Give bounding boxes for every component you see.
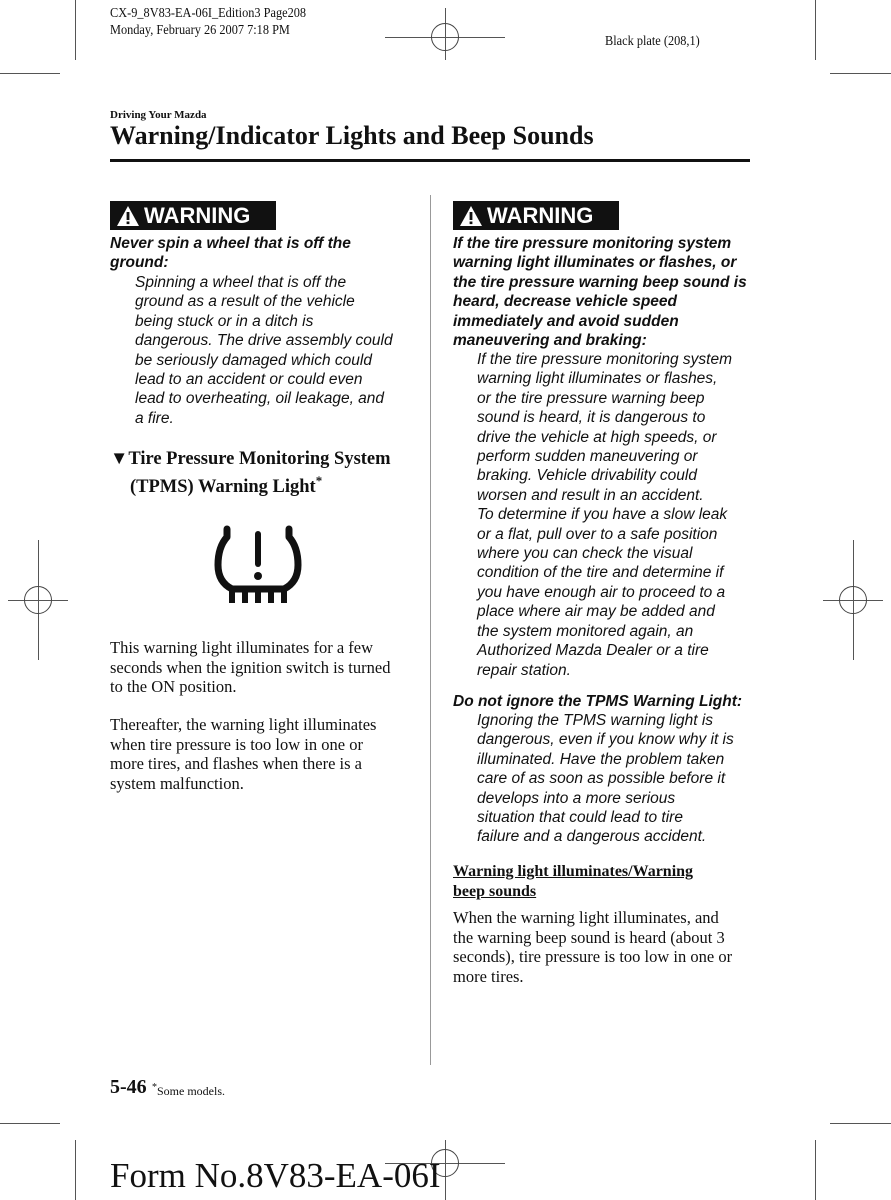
text-line: This warning light illuminates for a few bbox=[110, 638, 374, 657]
text-line: warning light illuminates or flashes, bbox=[477, 370, 718, 388]
text-line: worsen and result in an accident. bbox=[477, 486, 704, 504]
warning-heading bbox=[453, 234, 747, 350]
text-line: repair station. bbox=[477, 661, 571, 679]
text-line: when tire pressure is too low in one or bbox=[110, 734, 363, 754]
page-number: 5-46 bbox=[110, 1076, 147, 1098]
tpms-heading-line: (TPMS) Warning Light bbox=[130, 477, 316, 498]
text-line: being stuck or in a ditch is bbox=[135, 312, 314, 330]
text-line: dangerous. The drive assembly could bbox=[135, 332, 393, 350]
text-line: heard, decrease vehicle speed bbox=[453, 293, 678, 311]
tpms-paragraph bbox=[110, 715, 376, 793]
text-line: Warning light illuminates/Warning bbox=[453, 863, 694, 880]
crop-mark bbox=[0, 73, 60, 74]
text-line: a fire. bbox=[135, 409, 174, 427]
print-header-date: Monday, February 26 2007 7:18 PM bbox=[110, 23, 290, 38]
text-line: or the tire pressure warning beep bbox=[477, 389, 705, 407]
text-line: Do not ignore the TPMS Warning Light: bbox=[453, 693, 743, 710]
text-line: more tires, and flashes when there is a bbox=[110, 754, 362, 773]
text-line: perform sudden maneuvering or bbox=[477, 448, 698, 466]
text-line: illuminated. Have the problem taken bbox=[477, 750, 725, 768]
text-line: the system monitored again, an bbox=[477, 622, 694, 640]
crop-mark bbox=[830, 73, 891, 74]
registration-circle bbox=[24, 586, 52, 614]
text-line: braking. Vehicle drivability could bbox=[477, 467, 697, 485]
text-line: seconds), tire pressure is too low in one or bbox=[453, 947, 733, 966]
warning-triangle-icon bbox=[459, 205, 483, 227]
text-line: lead to an accident or could even bbox=[135, 371, 363, 389]
warning-label: WARNING bbox=[144, 203, 251, 228]
crop-mark bbox=[830, 1123, 891, 1124]
text-line: Authorized Mazda Dealer or a tire bbox=[477, 642, 709, 660]
text-line: drive the vehicle at high speeds, or bbox=[477, 428, 717, 446]
warning-badge bbox=[110, 201, 276, 230]
crop-mark bbox=[815, 0, 816, 60]
print-header-file: CX-9_8V83-EA-06I_Edition3 Page208 bbox=[110, 6, 307, 21]
text-line: care of as soon as possible before it bbox=[477, 770, 726, 788]
text-line: the tire pressure warning beep sound is bbox=[453, 273, 747, 291]
warning-triangle-icon bbox=[116, 205, 140, 227]
asterisk: * bbox=[315, 473, 323, 488]
warning-heading bbox=[110, 234, 351, 273]
warning-body bbox=[477, 350, 732, 680]
text-line: Never spin a wheel that is off the bbox=[110, 235, 351, 252]
text-line: be seriously damaged which could bbox=[135, 351, 372, 369]
text-line: or a flat, pull over to a safe position bbox=[477, 525, 718, 543]
text-line: To determine if you have a slow leak bbox=[477, 506, 728, 524]
column-divider bbox=[430, 195, 431, 1065]
asterisk: * bbox=[152, 1082, 157, 1093]
text-line: lead to overheating, oil leakage, and bbox=[135, 390, 385, 408]
warning-badge bbox=[453, 201, 619, 230]
text-line: situation that could lead to tire bbox=[477, 809, 683, 827]
form-number: Form No.8V83-EA-06I bbox=[110, 1156, 441, 1195]
text-line: more tires. bbox=[453, 966, 524, 986]
subsection-heading bbox=[453, 862, 693, 901]
text-line: When the warning light illuminates, and bbox=[453, 908, 719, 927]
text-line: Thereafter, the warning light illuminates bbox=[110, 715, 377, 734]
tpms-paragraph bbox=[110, 638, 390, 697]
print-header bbox=[110, 5, 306, 39]
ignore-body bbox=[477, 711, 734, 847]
text-line: dangerous, even if you know why it is bbox=[477, 731, 734, 749]
text-line: ground as a result of the vehicle bbox=[135, 293, 355, 311]
ignore-heading bbox=[453, 692, 742, 711]
text-line: immediately and avoid sudden bbox=[453, 312, 679, 330]
text-line: beep sounds bbox=[453, 882, 537, 900]
warning-label: WARNING bbox=[487, 203, 594, 228]
section-label: Driving Your Mazda bbox=[110, 109, 207, 121]
title-rule bbox=[110, 159, 750, 162]
registration-circle bbox=[431, 23, 459, 51]
tire-pressure-warning-icon bbox=[214, 525, 302, 605]
crop-mark bbox=[815, 1140, 816, 1200]
text-line: ground: bbox=[110, 254, 169, 272]
registration-circle bbox=[839, 586, 867, 614]
text-line: develops into a more serious bbox=[477, 789, 676, 807]
crop-mark bbox=[75, 0, 76, 60]
warning-body bbox=[135, 273, 393, 428]
text-line: system malfunction. bbox=[110, 773, 244, 793]
text-line: If the tire pressure monitoring system bbox=[477, 351, 732, 368]
crop-mark bbox=[0, 1123, 60, 1124]
text-line: to the ON position. bbox=[110, 677, 237, 696]
print-plate: Black plate (208,1) bbox=[605, 34, 700, 49]
page-title: Warning/Indicator Lights and Beep Sounds bbox=[110, 121, 594, 150]
text-line: Spinning a wheel that is off the bbox=[135, 274, 347, 291]
text-line: warning light illuminates or flashes, or bbox=[453, 254, 737, 272]
text-line: condition of the tire and determine if bbox=[477, 564, 724, 582]
triangle-marker-icon: ▼ bbox=[110, 449, 129, 469]
text-line: seconds when the ignition switch is turned bbox=[110, 657, 391, 677]
text-line: failure and a dangerous accident. bbox=[477, 828, 707, 846]
text-line: the warning beep sound is heard (about 3 bbox=[453, 927, 725, 947]
text-line: sound is heard, it is dangerous to bbox=[477, 409, 706, 427]
text-line: maneuvering and braking: bbox=[453, 332, 647, 350]
text-line: Ignoring the TPMS warning light is bbox=[477, 712, 714, 729]
footnote-text: Some models. bbox=[157, 1084, 225, 1098]
text-line: If the tire pressure monitoring system bbox=[453, 235, 732, 252]
tpms-heading bbox=[110, 449, 391, 498]
crop-mark bbox=[75, 1140, 76, 1200]
text-line: place where air may be added and bbox=[477, 603, 715, 621]
footnote bbox=[152, 1082, 225, 1099]
text-line: you have enough air to proceed to a bbox=[477, 583, 726, 601]
subsection-paragraph bbox=[453, 908, 732, 986]
tpms-heading-line: Tire Pressure Monitoring System bbox=[128, 449, 391, 469]
text-line: where you can check the visual bbox=[477, 545, 693, 563]
